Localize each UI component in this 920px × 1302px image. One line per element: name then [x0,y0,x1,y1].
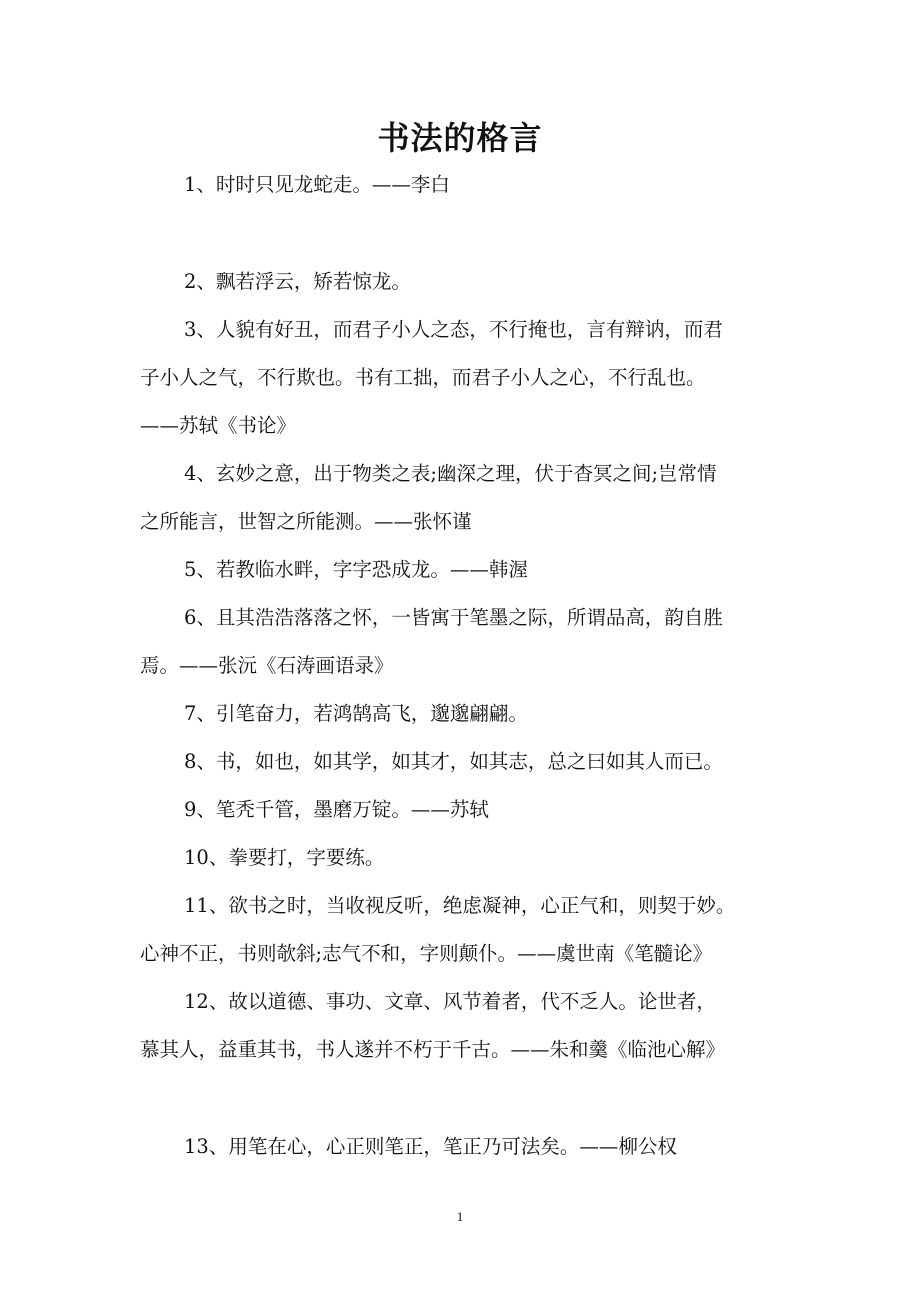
quote-2-line-1: 2、飘若浮云，矫若惊龙。 [184,270,411,293]
quote-6-line-1: 6、且其浩浩落落之怀，一皆寓于笔墨之际，所谓品高，韵自胜 [184,606,723,629]
quote-3-line-3: ——苏轼《书论》 [140,414,297,437]
quote-12-line-2: 慕其人，益重其书，书人遂并不朽于千古。——朱和羹《临池心解》 [140,1038,726,1061]
quote-10-line-1: 10、拳要打，字要练。 [184,846,385,869]
quote-7-line-1: 7、引笔奋力，若鸿鹄高飞，邈邈翩翩。 [184,702,528,725]
quote-4-line-2: 之所能言，世智之所能测。——张怀谨 [140,510,472,533]
quote-3-line-2: 子小人之气，不行欺也。书有工拙，而君子小人之心，不行乱也。 [140,366,706,389]
quote-4-line-1: 4、玄妙之意，出于物类之表;幽深之理，伏于杳冥之间;岂常情 [184,462,717,485]
quote-5-line-1: 5、若教临水畔，字字恐成龙。——韩渥 [184,558,528,581]
quote-1-line-1: 1、时时只见龙蛇走。——李白 [184,173,450,196]
quote-6-line-2: 焉。——张沅《石涛画语录》 [140,654,394,677]
quote-9-line-1: 9、笔秃千管，墨磨万锭。——苏轼 [184,798,489,821]
page-number: 1 [456,1209,464,1224]
quote-8-line-1: 8、书，如也，如其学，如其才，如其志，总之曰如其人而已。 [184,750,723,773]
quote-11-line-1: 11、欲书之时，当收视反听，绝虑凝神，心正气和，则契于妙。 [184,894,736,917]
quote-13-line-1: 13、用笔在心，心正则笔正，笔正乃可法矣。——柳公权 [184,1135,677,1158]
document-title: 书法的格言 [377,119,543,157]
quote-3-line-1: 3、人貌有好丑，而君子小人之态，不行掩也，言有辩讷，而君 [184,318,723,341]
quote-11-line-2: 心神不正，书则欹斜;志气不和，字则颠仆。——虞世南《笔髓论》 [140,942,713,965]
quote-12-line-1: 12、故以道德、事功、文章、风节着者，代不乏人。论世者， [184,990,716,1013]
